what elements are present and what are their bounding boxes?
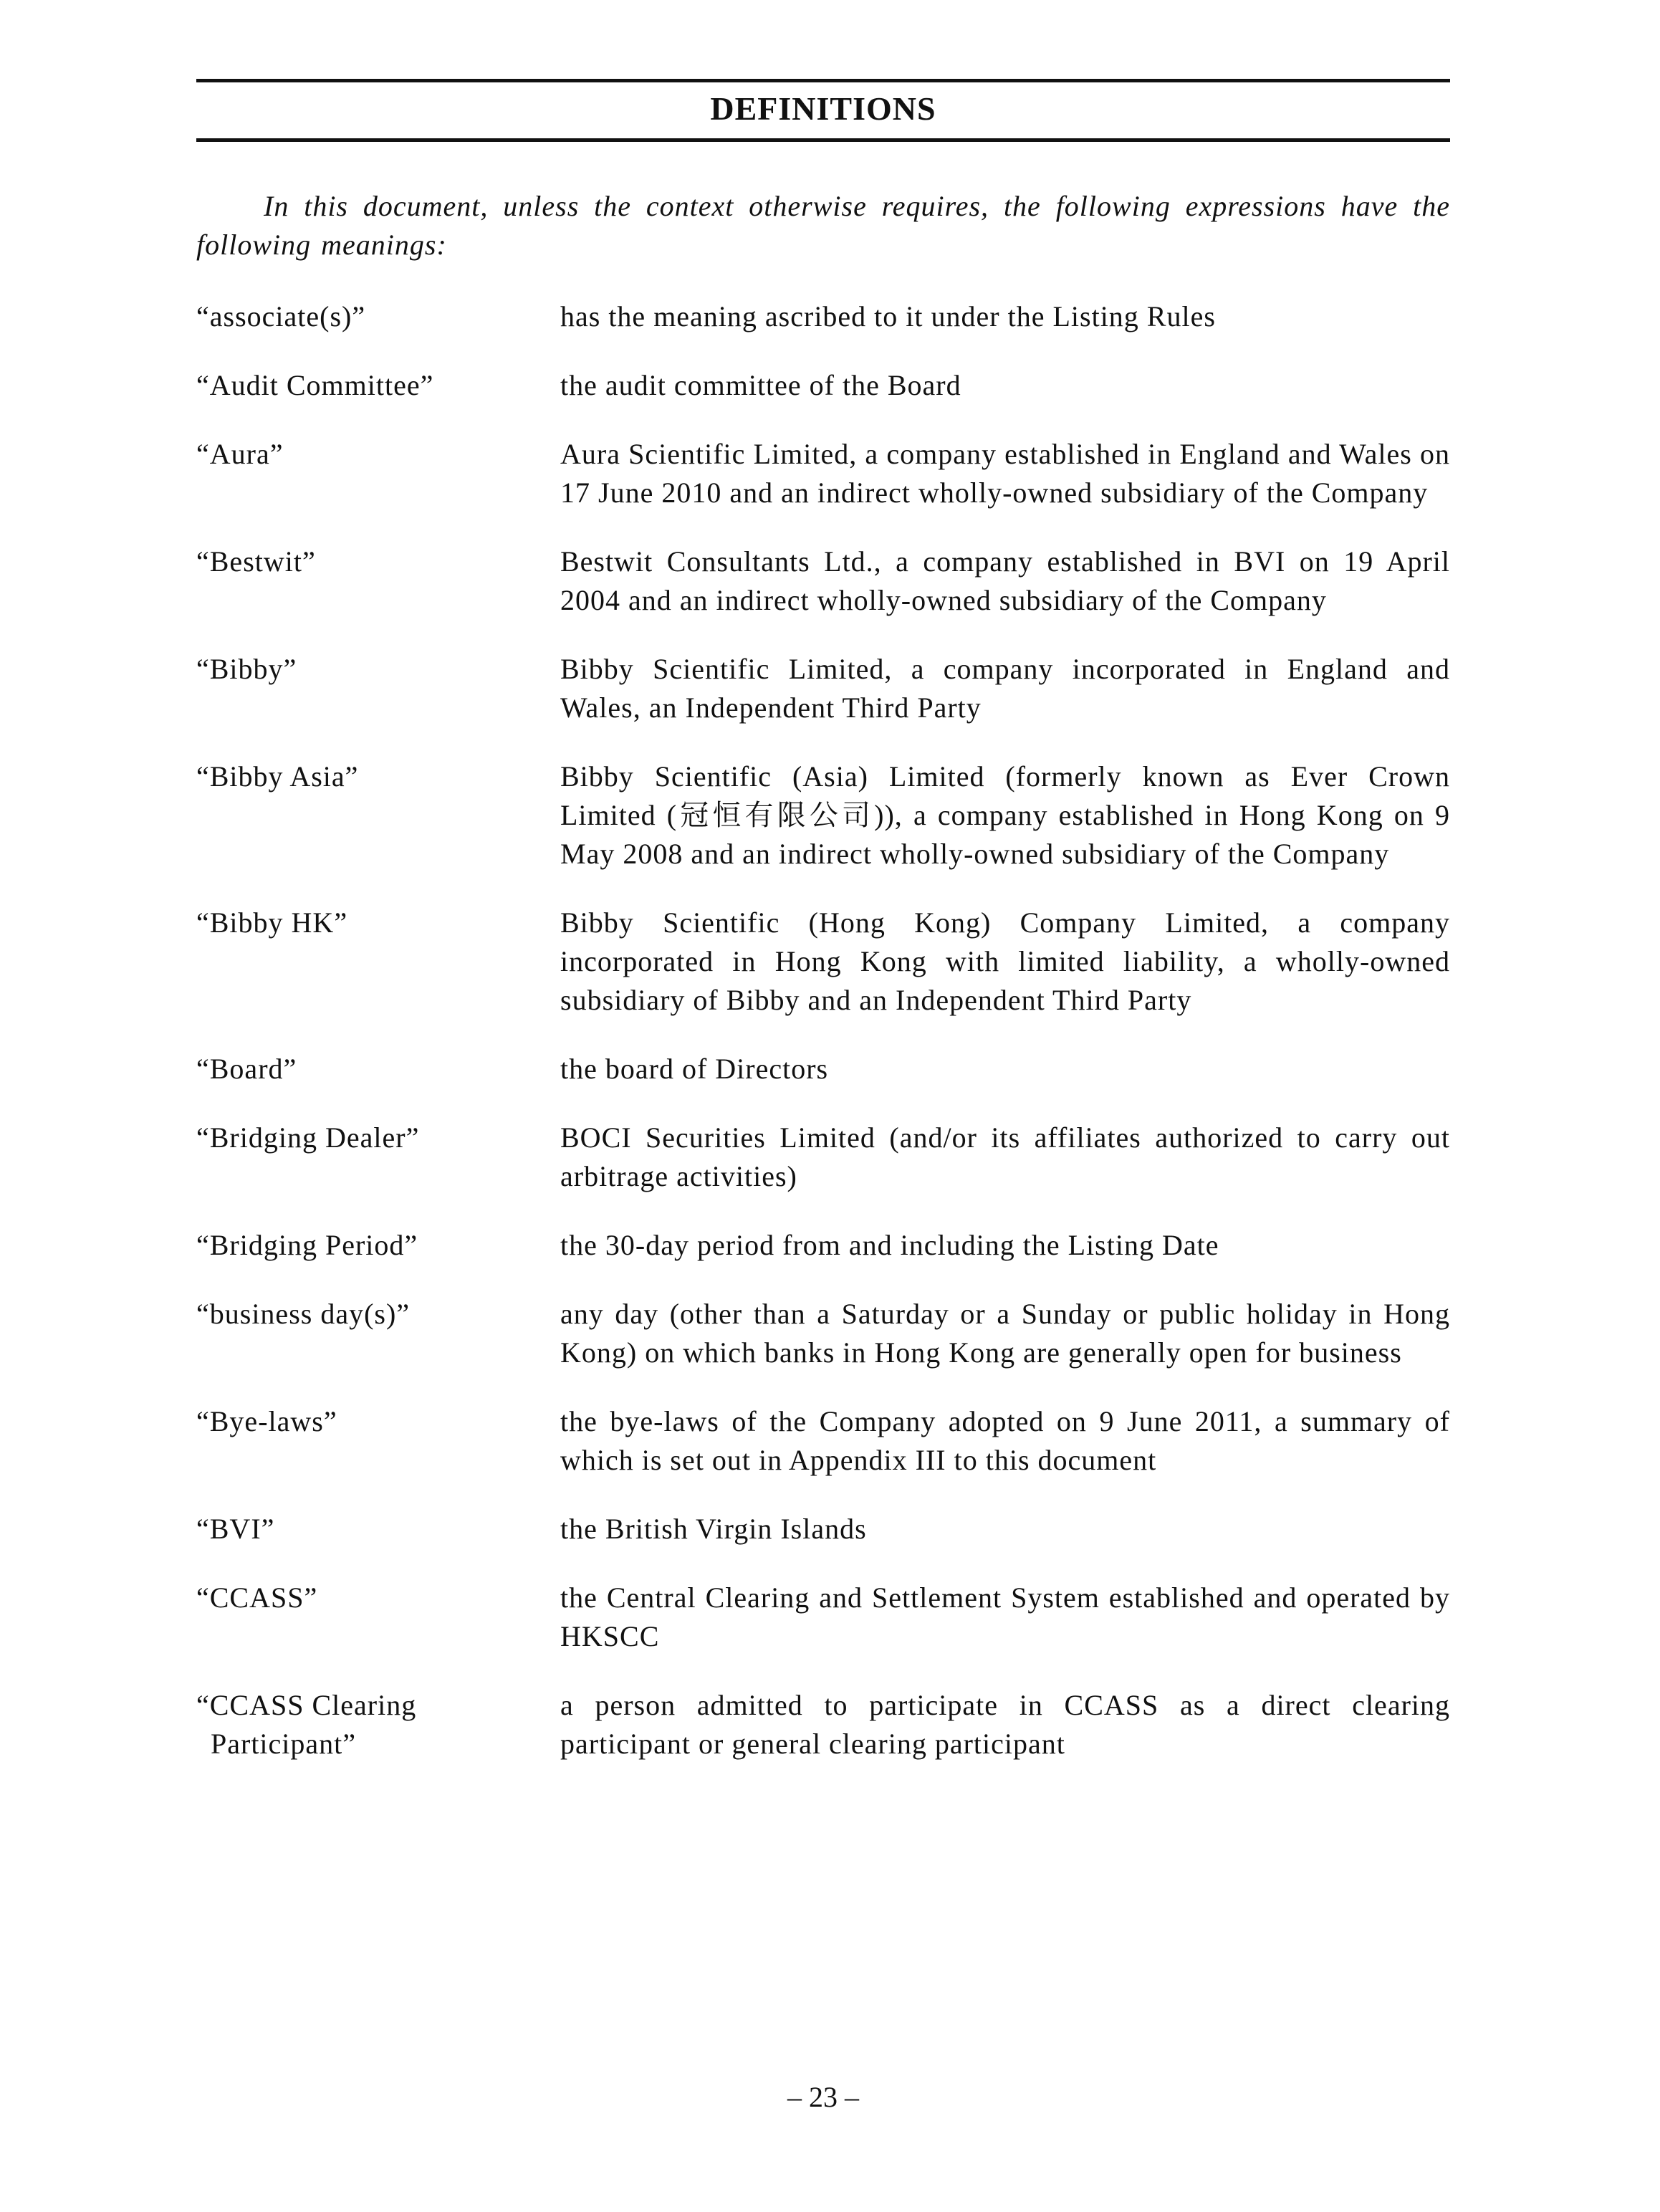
definition-text: the British Virgin Islands (560, 1513, 867, 1545)
definition-row (196, 542, 1450, 620)
definition-text: a person admitted to participate in CCASS as a direct clearing participant or general clearing participant (560, 1689, 1450, 1760)
definition-term: “Board” (196, 1053, 297, 1085)
definition-term: “Bridging Dealer” (196, 1121, 420, 1154)
definition-text: the 30-day period from and including the Listing Date (560, 1229, 1219, 1261)
definition-row (196, 650, 1450, 727)
definition-text: any day (other than a Saturday or a Sunday or public holiday in Hong Kong) on which banks in Hong Kong are generally open for business (560, 1298, 1450, 1369)
definition-row (196, 1579, 1450, 1656)
definition-term: “Bibby” (196, 653, 297, 685)
definition-text: Bibby Scientific (Asia) Limited (formerly known as Ever Crown Limited (冠恒有限公司)), a company established in Hong Kong on 9 May 2008 and an indirect wholly-owned subsidiary of the Company (560, 760, 1450, 870)
page-title: DEFINITIONS (710, 90, 936, 127)
definition-row (196, 435, 1450, 512)
definition-row (196, 757, 1450, 873)
definition-term: “Bibby Asia” (196, 760, 359, 793)
definition-row (196, 1510, 1450, 1548)
definition-row (196, 297, 1450, 336)
definition-term: “BVI” (196, 1513, 275, 1545)
definition-row (196, 1686, 1450, 1763)
definition-row (196, 904, 1450, 1020)
definition-row (196, 1402, 1450, 1480)
definition-text: the bye-laws of the Company adopted on 9 June 2011, a summary of which is set out in Appendix III to this document (560, 1405, 1450, 1476)
definition-row (196, 1226, 1450, 1265)
definition-term: “Bye-laws” (196, 1405, 337, 1437)
definition-text: the Central Clearing and Settlement System established and operated by HKSCC (560, 1581, 1450, 1652)
header-top-rule (196, 79, 1450, 82)
definition-row (196, 1119, 1450, 1196)
definition-row (196, 1295, 1450, 1372)
definition-term: “CCASS” (196, 1581, 318, 1614)
definition-text: Bestwit Consultants Ltd., a company established in BVI on 19 April 2004 and an indirect wholly-owned subsidiary of the Company (560, 545, 1450, 616)
definitions-list (196, 297, 1450, 1794)
definition-term: “Bibby HK” (196, 906, 348, 939)
intro-paragraph: In this document, unless the context otherwise requires, the following expressions have the following meanings: (196, 190, 1450, 261)
definition-text: Bibby Scientific Limited, a company incorporated in England and Wales, an Independent Third Party (560, 653, 1450, 724)
page-number: – 23 – (787, 2081, 859, 2113)
document-page (196, 0, 1450, 2212)
definition-term: “Aura” (196, 438, 284, 470)
definition-term: “CCASS Clearing Participant” (196, 1689, 417, 1760)
definition-term: “Audit Committee” (196, 369, 434, 401)
definition-term: “Bridging Period” (196, 1229, 418, 1261)
definition-text: the audit committee of the Board (560, 369, 961, 401)
definition-text: BOCI Securities Limited (and/or its affiliates authorized to carry out arbitrage activities) (560, 1121, 1450, 1192)
definition-text: the board of Directors (560, 1053, 829, 1085)
definition-text: Aura Scientific Limited, a company established in England and Wales on 17 June 2010 and an indirect wholly-owned subsidiary of the Company (560, 438, 1450, 509)
header-bottom-rule (196, 138, 1450, 142)
definition-term: “business day(s)” (196, 1298, 411, 1330)
definition-text: Bibby Scientific (Hong Kong) Company Limited, a company incorporated in Hong Kong with limited liability, a wholly-owned subsidiary of Bibby and an Independent Third Party (560, 906, 1450, 1016)
definition-term: “associate(s)” (196, 300, 366, 332)
definition-text: has the meaning ascribed to it under the Listing Rules (560, 300, 1216, 332)
definition-row (196, 366, 1450, 405)
definition-term: “Bestwit” (196, 545, 316, 578)
definition-row (196, 1050, 1450, 1088)
